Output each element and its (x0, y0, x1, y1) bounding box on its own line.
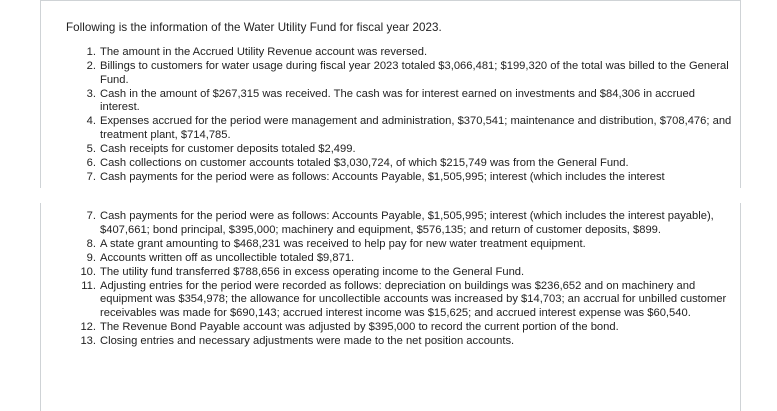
item-text: The amount in the Accrued Utility Revenue account was reversed. (100, 46, 428, 58)
left-border-top (40, 0, 41, 188)
list-item (80, 321, 735, 335)
item-number: 5. (86, 142, 96, 155)
list-item (80, 266, 735, 280)
item-number: 8. (86, 237, 96, 250)
item-text: Expenses accrued for the period were management and administration, $370,541; maintenance and distribution, $708,476; and treatment plant, $714,785. (100, 115, 732, 141)
list-item (80, 115, 735, 142)
item-text: Adjusting entries for the period were recorded as follows: depreciation on buildings was $236,652 and on machinery and equipment was $354,978; the allowance for uncollectible accounts was increased by $14,703; an accrual for unbilled customer receivables was made for $690,143; accrued interest income was $15,625; and accrued interest expense was $60,540. (100, 279, 727, 319)
list-item (80, 60, 735, 87)
item-number: 11. (81, 279, 96, 292)
item-text: Cash payments for the period were as follows: Accounts Payable, $1,505,995; interest (which includes the interest payable), $407,661; bond principal, $395,000; machinery and equipment, $576,135; and return of customer deposits, $899. (100, 210, 714, 236)
item-text: Closing entries and necessary adjustments were made to the net position accounts. (100, 334, 515, 347)
item-text: The utility fund transferred $788,656 in excess operating income to the General Fund. (100, 265, 525, 278)
item-number: 6. (86, 156, 96, 169)
item-number: 10. (80, 265, 96, 278)
item-text: Cash collections on customer accounts totaled $3,030,724, of which $215,749 was from the General Fund. (100, 156, 629, 169)
right-border-top (740, 0, 741, 188)
list-item (80, 171, 735, 185)
item-text: A state grant amounting to $468,231 was received to help pay for new water treatment equipment. (100, 237, 586, 250)
right-border-bottom (740, 203, 741, 411)
item-text: Accounts written off as uncollectible totaled $9,871. (100, 251, 355, 264)
problem-list-top (80, 46, 735, 185)
problem-list-bottom (80, 210, 735, 349)
list-item (80, 143, 735, 157)
item-number: 3. (86, 87, 96, 100)
item-number: 13. (80, 334, 96, 347)
top-border (40, 0, 740, 1)
item-text: The Revenue Bond Payable account was adjusted by $395,000 to record the current portion of the bond. (100, 320, 619, 333)
list-item (80, 210, 735, 237)
list-item (80, 335, 735, 349)
left-border-bottom (40, 203, 41, 411)
item-text: Cash receipts for customer deposits totaled $2,499. (100, 142, 356, 155)
item-number: 9. (86, 251, 96, 264)
item-number: 4. (86, 115, 96, 128)
list-item (80, 280, 735, 321)
list-item (80, 46, 735, 60)
item-number: 7. (86, 210, 96, 222)
item-number: 7. (86, 170, 96, 183)
list-item (80, 157, 735, 171)
list-item (80, 252, 735, 266)
item-number: 2. (86, 59, 96, 72)
list-item (80, 238, 735, 252)
item-text: Cash payments for the period were as follows: Accounts Payable, $1,505,995; interest (which includes the interest (100, 170, 665, 183)
item-number: 1. (86, 46, 96, 58)
item-text: Cash in the amount of $267,315 was received. The cash was for interest earned on investments and $84,306 in accrued interest. (100, 87, 695, 114)
list-item (80, 88, 735, 115)
intro-text: Following is the information of the Water Utility Fund for fiscal year 2023. (66, 21, 442, 34)
item-text: Billings to customers for water usage during fiscal year 2023 totaled $3,066,481; $199,320 of the total was billed to the General Fund. (100, 59, 729, 86)
item-number: 12. (80, 320, 96, 333)
